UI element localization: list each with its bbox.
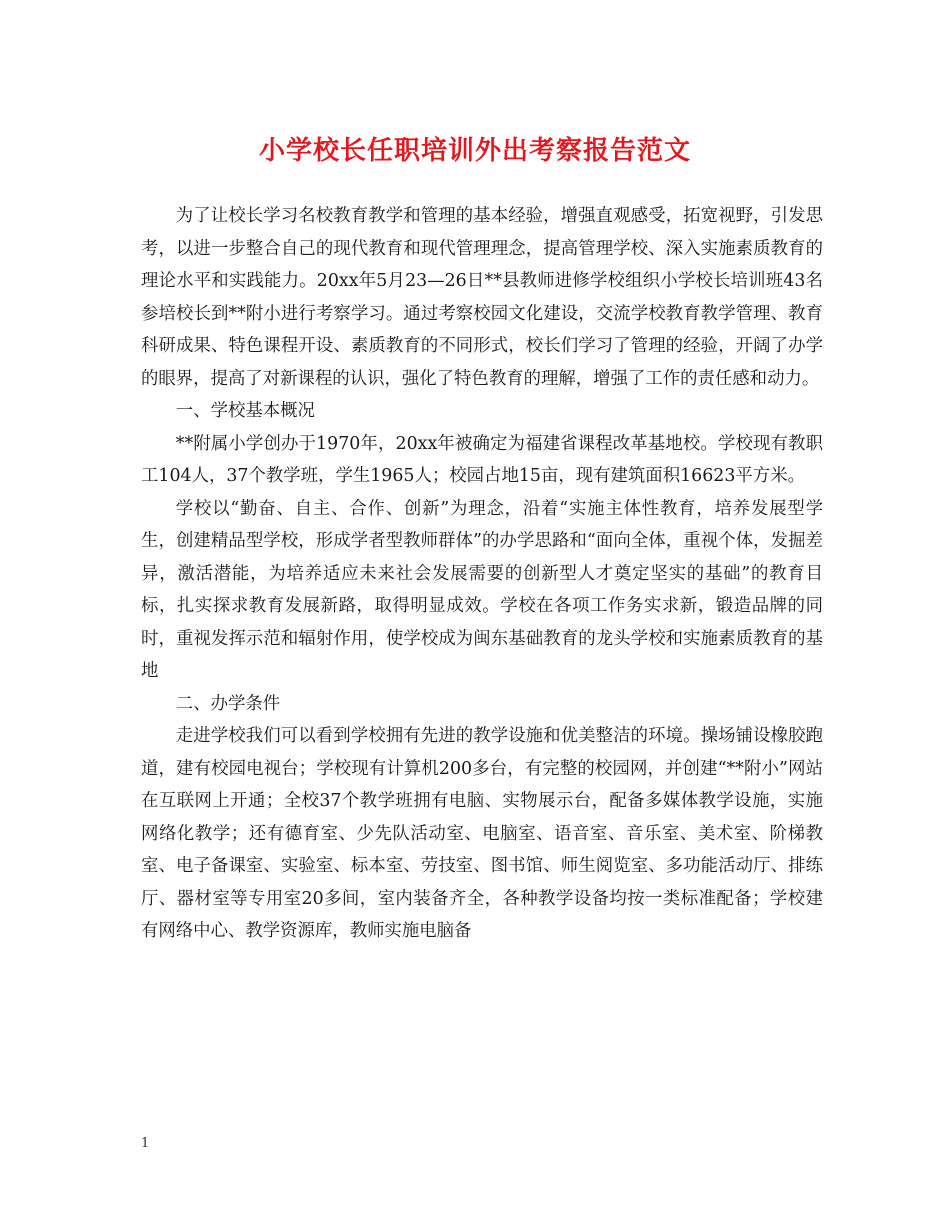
page-number: 1	[141, 1136, 150, 1151]
paragraph-intro: 为了让校长学习名校教育教学和管理的基本经验，增强直观感受，拓宽视野，引发思考，以进一步整合自己的现代教育和现代管理理念，提高管理学校、深入实施素质教育的理论水平和实践能力。20xx年5月23—26日**县教师进修学校组织小学校长培训班43名参培校长到**附小进行考察学习。通过考察校园文化建设，交流学校教育教学管理、教育科研成果、特色课程开设、素质教育的不同形式，校长们学习了管理的经验，开阔了办学的眼界，提高了对新课程的认识，强化了特色教育的理解，增强了工作的责任感和动力。	[141, 206, 823, 389]
paragraph-overview: **附属小学创办于1970年，20xx年被确定为福建省课程改革基地校。学校现有教职工104人，37个教学班，学生1965人；校园占地15亩，现有建筑面积16623平方米。	[141, 433, 823, 486]
paragraph-philosophy: 学校以“勤奋、自主、合作、创新”为理念，沿着“实施主体性教育，培养发展型学生，创建精品型学校，形成学者型教师群体”的办学思路和“面向全体，重视个体，发掘差异，激活潜能，为培养适应未来社会发展需要的创新型人才奠定坚实的基础”的教育目标，扎实探求教育发展新路，取得明显成效。学校在各项工作务实求新，锻造品牌的同时，重视发挥示范和辐射作用，使学校成为闽东基础教育的龙头学校和实施素质教育的基地	[141, 498, 823, 681]
paragraph-conditions: 走进学校我们可以看到学校拥有先进的教学设施和优美整洁的环境。操场铺设橡胶跑道，建有校园电视台；学校现有计算机200多台，有完整的校园网，并创建“**附小”网站在互联网上开通；全校37个教学班拥有电脑、实物展示台，配备多媒体教学设施，实施网络化教学；还有德育室、少先队活动室、电脑室、语音室、音乐室、美术室、阶梯教室、电子备课室、实验室、标本室、劳技室、图书馆、师生阅览室、多功能活动厅、排练厅、器材室等专用室20多间，室内装备齐全，各种教学设备均按一类标准配备；学校建有网络中心、教学资源库，教师实施电脑备	[141, 726, 823, 941]
section-heading-2: 二、办学条件	[175, 693, 281, 714]
document-title: 小学校长任职培训外出考察报告范文	[258, 136, 691, 166]
document-body	[141, 200, 823, 948]
section-heading-1: 一、学校基本概况	[175, 401, 315, 421]
